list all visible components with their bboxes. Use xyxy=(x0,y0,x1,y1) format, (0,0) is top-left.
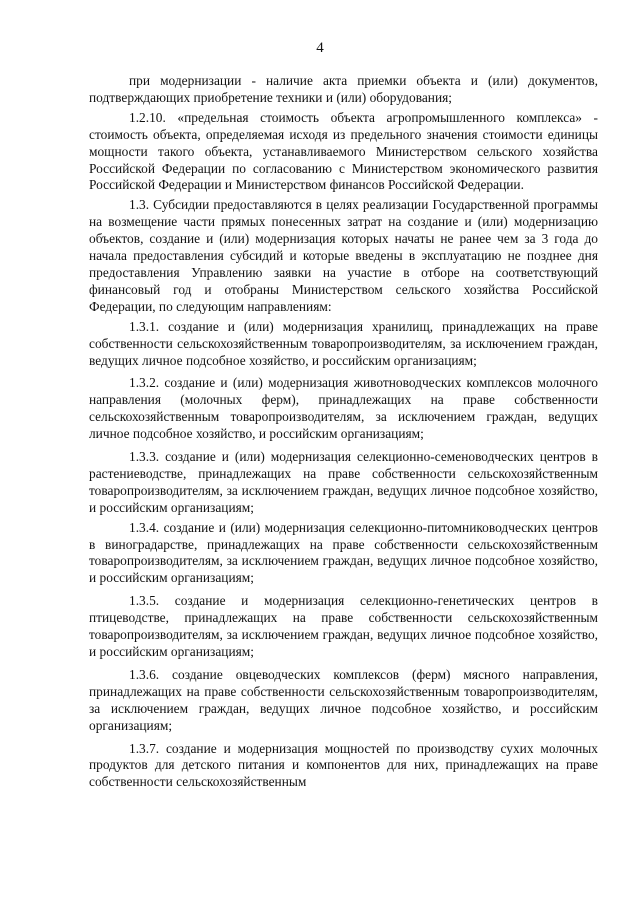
paragraph-1-2-10: 1.2.10. «предельная стоимость объекта агропромышленного комплекса» - стоимость объекта, определяемая исходя из предельного значения стоимости единицы мощности такого объекта, устанавливаемого Министерством сельского хозяйства Российской Федерации по согласованию с Министерством экономического развития Российской Федерации и Министерством финансов Российской Федерации. xyxy=(89,109,598,193)
paragraph-1-3-3: 1.3.3. создание и (или) модернизация селекционно-семеноводческих центров в растениеводстве, принадлежащих на праве собственности сельскохозяйственным товаропроизводителям, за исключением граждан, ведущих личное подсобное хозяйство, и российским организациям; xyxy=(89,449,598,515)
paragraph-continuation: при модернизации - наличие акта приемки объекта и (или) документов, подтверждающих приобретение техники и (или) оборудования; xyxy=(89,73,598,105)
paragraph-1-3-7: 1.3.7. создание и модернизация мощностей по производству сухих молочных продуктов для детского питания и компонентов для них, принадлежащих на праве собственности сельскохозяйственным xyxy=(89,740,598,790)
paragraph-1-3-2: 1.3.2. создание и (или) модернизация животноводческих комплексов молочного направления (молочных ферм), принадлежащих на праве собственности сельскохозяйственным товаропроизводителям, за исключением граждан, ведущих личное подсобное хозяйство, и российским организациям; xyxy=(89,375,598,442)
paragraph-1-3: 1.3. Субсидии предоставляются в целях реализации Государственной программы на возмещение части прямых понесенных затрат на создание и (или) модернизацию объектов, создание и (или) модернизация которых начаты не ранее чем за 3 года до начала предоставления субсидий и которые введены в эксплуатацию не позднее дня предоставления Управлению заявки на участие в отборе на соответствующий финансовый год и отобраны Министерством сельского хозяйства Российской Федерации, по следующим направлениям: xyxy=(89,197,598,314)
paragraph-1-3-4: 1.3.4. создание и (или) модернизация селекционно-питомниководческих центров в виноградарстве, принадлежащих на праве собственности сельскохозяйственным товаропроизводителям, за исключением граждан, ведущих личное подсобное хозяйство, и российским организациям; xyxy=(89,519,598,586)
paragraph-1-3-5: 1.3.5. создание и модернизация селекционно-генетических центров в птицеводстве, принадлежащих на праве собственности сельскохозяйственным товаропроизводителям, за исключением граждан, ведущих личное подсобное хозяйство, и российским организациям; xyxy=(89,593,598,659)
paragraph-1-3-1: 1.3.1. создание и (или) модернизация хранилищ, принадлежащих на праве собственности сельскохозяйственным товаропроизводителям, за исключением граждан, ведущих личное подсобное хозяйство, и российским организациям; xyxy=(89,318,598,368)
document-body xyxy=(89,73,598,794)
paragraph-1-3-6: 1.3.6. создание овцеводческих комплексов (ферм) мясного направления, принадлежащих на праве собственности сельскохозяйственным товаропроизводителям, за исключением граждан, ведущих личное подсобное хозяйство, и российским организациям; xyxy=(89,666,598,733)
page-number: 4 xyxy=(316,40,324,56)
